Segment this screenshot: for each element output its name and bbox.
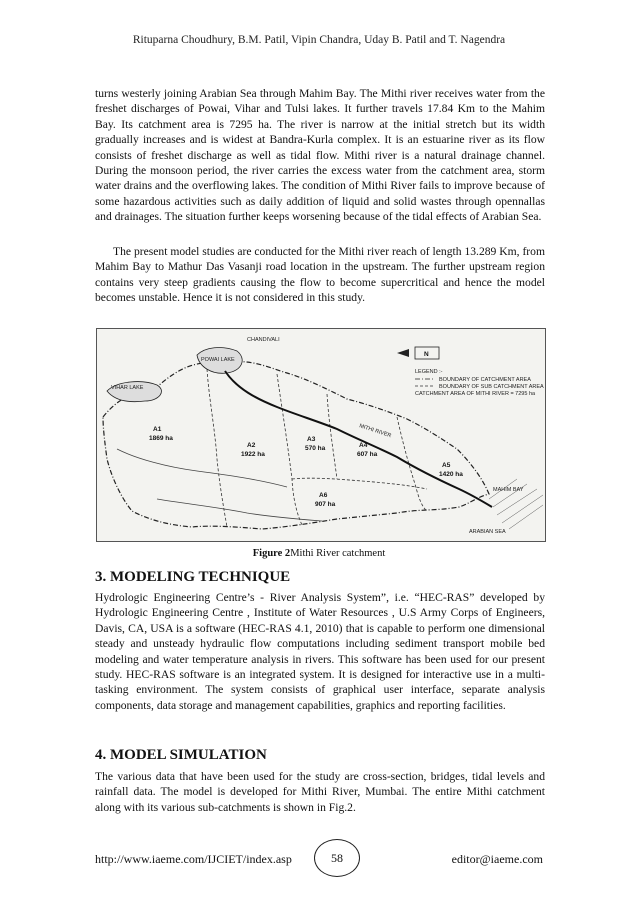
legend-boundary-subcatchment: BOUNDARY OF SUB CATCHMENT AREA xyxy=(439,384,544,390)
area-a5-label: A5 xyxy=(442,462,451,469)
mahim-bay-label: MAHIM BAY xyxy=(493,487,524,493)
area-a3-size: 570 ha xyxy=(305,445,326,452)
figure-caption xyxy=(0,548,638,559)
vihar-lake-label: VIHAR LAKE xyxy=(111,385,144,391)
arabian-sea-label: ARABIAN SEA xyxy=(469,529,506,535)
paragraph-study-reach: The present model studies are conducted for the Mithi river reach of length 13.289 Km, from Mahim Bay to Mathur Das Vasanji road location in the upstream. The further upstream region contains very steep gradients causing the flow to become supercritical and hence the model becomes unstable. Hence it is not considered in this study. xyxy=(95,245,545,305)
north-label: N xyxy=(424,351,429,358)
river-label: MITHI RIVER xyxy=(358,423,392,440)
area-a1-label: A1 xyxy=(153,426,162,433)
area-a2-label: A2 xyxy=(247,442,256,449)
area-a5-size: 1420 ha xyxy=(439,471,463,478)
legend-title: LEGEND :- xyxy=(415,369,443,375)
catchment-map xyxy=(97,329,545,541)
paragraph-hec-ras: Hydrologic Engineering Centre’s - River Analysis System”, i.e. “HEC-RAS” developed by Hydrologic Engineering Centre , Institute of Water Resources , U.S Army Corps of Engineers, Davis, CA, USA is a software (HEC-RAS 4.1, 2010) that is capable to perform one dimensional steady and unsteady hydraulic flow computations including sediment transport mobile bed modeling and water temperature analysis in rivers. This software has been used for our present study. HEC-RAS software is an integrated system. It is designed for interactive use in a multi-tasking environment. The system consists of graphical user interface, separate analysis components, data storage and management capabilities, graphics and reporting facilities. xyxy=(95,591,545,712)
paragraph-catchment-description: turns westerly joining Arabian Sea through Mahim Bay. The Mithi river receives water from the freshet discharges of Powai, Vihar and Tulsi lakes. It further travels 17.84 Km to the Mahim Bay. Its catchment area is 7295 ha. The river is narrow at the initial stretch but its width gradually increases and is widest at Bandra-Kurla complex. It is an estuarine river as its flow consists of freshet discharge as well as tidal flow. Mithi river is a natural drainage channel. During the monsoon period, the river carries the excess water from the catchment area, storm water drains and the overflowing lakes. The condition of Mithi River fails to improve because of some hazardous activities such as daily addition of liquid and solid wastes through opennallas and drainages. The situation further keeps worsening because of the tidal effects of Arabian Sea. xyxy=(95,87,545,224)
area-a2-size: 1922 ha xyxy=(241,451,265,458)
section-heading-model-simulation: 4. MODEL SIMULATION xyxy=(95,747,267,763)
area-a4-label: A4 xyxy=(359,442,368,449)
figure-caption-text: Mithi River catchment xyxy=(290,548,386,559)
catchment-map-figure xyxy=(96,328,546,542)
running-header: Rituparna Choudhury, B.M. Patil, Vipin Chandra, Uday B. Patil and T. Nagendra xyxy=(132,34,506,46)
area-a1-size: 1869 ha xyxy=(149,435,173,442)
area-a6-size: 907 ha xyxy=(315,501,336,508)
paragraph-model-simulation: The various data that have been used for the study are cross-section, bridges, tidal levels and rainfall data. The model is developed for Mithi River, Mumbai. The entire Mithi catchment along with its various sub-catchments is shown in Fig.2. xyxy=(95,770,545,814)
section-heading-modeling-technique: 3. MODELING TECHNIQUE xyxy=(95,569,291,585)
page-number: 58 xyxy=(314,839,360,877)
footer-url-link[interactable]: http://www.iaeme.com/IJCIET/index.asp xyxy=(95,852,292,866)
powai-lake-label: POWAI LAKE xyxy=(201,357,235,363)
footer-email-link[interactable]: editor@iaeme.com xyxy=(451,852,543,866)
legend-catchment-area: CATCHMENT AREA OF MITHI RIVER = 7295 ha xyxy=(415,391,536,397)
area-a4-size: 607 ha xyxy=(357,451,378,458)
area-a3-label: A3 xyxy=(307,436,316,443)
legend-boundary-catchment: BOUNDARY OF CATCHMENT AREA xyxy=(439,377,531,383)
area-a6-label: A6 xyxy=(319,492,328,499)
chandivali-label: CHANDIVALI xyxy=(247,337,280,343)
figure-caption-label: Figure 2 xyxy=(252,548,291,559)
